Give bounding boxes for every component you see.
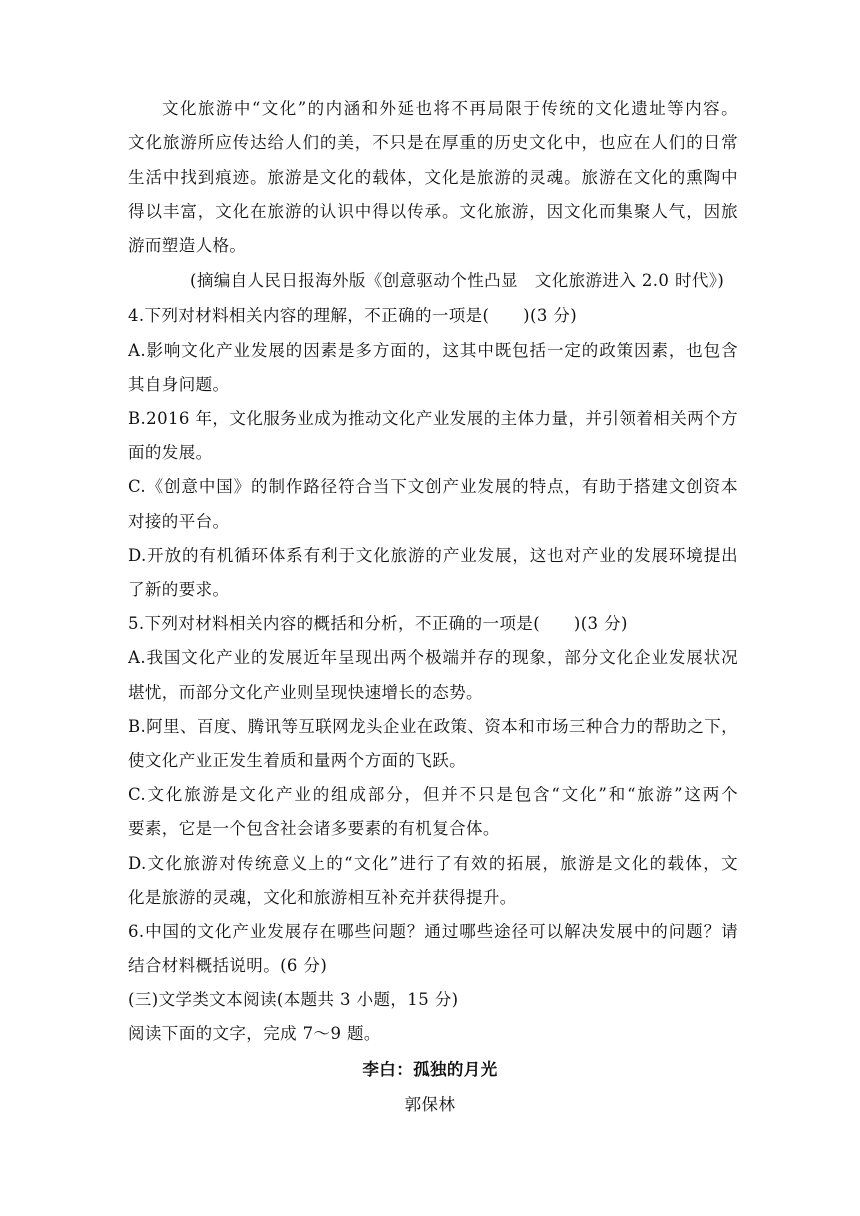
q5-option-b: B.阿里、百度、腾讯等互联网龙头企业在政策、资本和市场三种合力的帮助之下， — [128, 717, 738, 736]
q4-option-a: A.影响文化产业发展的因素是多方面的，这其中既包括一定的政策因素，也包含 — [128, 341, 738, 360]
section-heading — [128, 989, 738, 1011]
q5-option-d: D.文化旅游对传统意义上的“文化”进行了有效的拓展，旅游是文化的载体，文 — [128, 854, 738, 873]
q5-option-a: A.我国文化产业的发展近年呈现出两个极端并存的现象，部分文化企业发展状况 — [128, 648, 738, 667]
q5-option-c-cont: 要素，它是一个包含社会诸多要素的有机复合体。 — [128, 819, 500, 838]
section-heading-title: (三)文学类文本阅读 — [128, 990, 277, 1009]
article-author: 郭保林 — [404, 1095, 456, 1114]
section-heading-note: (本题共 3 小题，15 分) — [276, 990, 459, 1009]
passage-line: 生活中找到痕迹。旅游是文化的载体，文化是旅游的灵魂。旅游在文化的熏陶中 — [128, 168, 738, 187]
passage-line: 游而塑造人格。 — [128, 236, 247, 255]
q4-option-b-cont: 面的发展。 — [128, 443, 213, 462]
q5-option-b-cont: 使文化产业正发生着质和量两个方面的飞跃。 — [128, 751, 466, 770]
q5-option-d-cont: 化是旅游的灵魂，文化和旅游相互补充并获得提升。 — [128, 888, 517, 907]
q4-option-c: C.《创意中国》的制作路径符合当下文创产业发展的特点，有助于搭建文创资本 — [128, 477, 738, 496]
passage-line: 文化旅游所应传达给人们的美，不只是在厚重的历史文化中，也应在人们的日常 — [128, 133, 738, 152]
question-6-stem-cont: 结合材料概括说明。(6 分) — [128, 956, 328, 975]
section-instruction: 阅读下面的文字，完成 7～9 题。 — [128, 1024, 381, 1043]
question-4-stem: 4.下列对材料相关内容的理解，不正确的一项是( )(3 分) — [128, 306, 578, 325]
q5-option-c: C.文化旅游是文化产业的组成部分，但并不只是包含“文化”和“旅游”这两个 — [128, 785, 738, 804]
q4-option-a-cont: 其自身问题。 — [128, 375, 230, 394]
question-6-stem: 6.中国的文化产业发展存在哪些问题？通过哪些途径可以解决发展中的问题？请 — [128, 922, 738, 941]
passage-source: (摘编自人民日报海外版《创意驱动个性凸显 文化旅游进入 2.0 时代》) — [190, 271, 725, 290]
q4-option-c-cont: 对接的平台。 — [128, 512, 230, 531]
article-title: 李白：孤独的月光 — [362, 1060, 498, 1079]
question-5-stem: 5.下列对材料相关内容的概括和分析，不正确的一项是( )(3 分) — [128, 614, 628, 633]
passage-line: 文化旅游中“文化”的内涵和外延也将不再局限于传统的文化遗址等内容。 — [162, 99, 738, 118]
q4-option-d-cont: 了新的要求。 — [128, 580, 230, 599]
q4-option-d: D.开放的有机循环体系有利于文化旅游的产业发展，这也对产业的发展环境提出 — [128, 546, 738, 565]
q4-option-b: B.2016 年，文化服务业成为推动文化产业发展的主体力量，并引领着相关两个方 — [128, 409, 738, 428]
passage-line: 得以丰富，文化在旅游的认识中得以传承。文化旅游，因文化而集聚人气，因旅 — [128, 202, 738, 221]
q5-option-a-cont: 堪忧，而部分文化产业则呈现快速增长的态势。 — [128, 683, 483, 702]
